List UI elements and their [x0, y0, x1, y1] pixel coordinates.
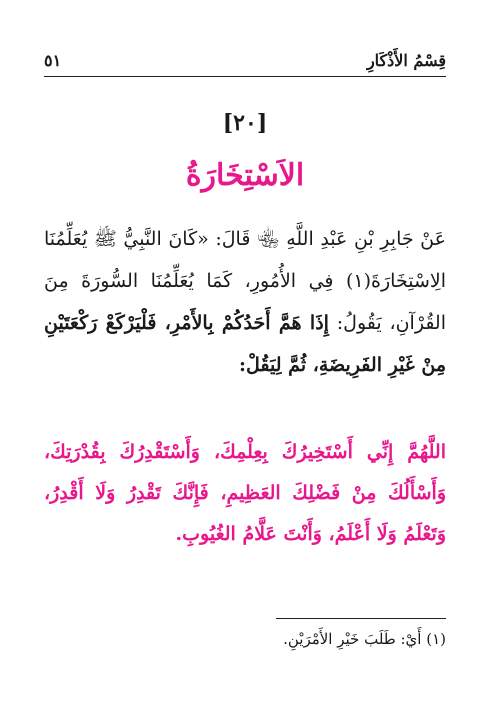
- page-number: ٥١: [44, 50, 62, 70]
- hadith-paragraph: [44, 218, 446, 386]
- header-divider: [44, 76, 446, 77]
- section-title: قِسْمُ الأَذْكَارِ: [366, 50, 446, 70]
- dua-text: اللَّهُمَّ إِنِّي أَسْتَخِيرُكَ بِعِلْمِكَ، وَأَسْتَقْدِرُكَ بِقُدْرَتِكَ، وَأَسْأَلُكَ مِنْ فَضْلِكَ العَظِيمِ، فَإِنَّكَ تَقْدِرُ وَلَا أَقْدِرُ، وَتَعْلَمُ وَلَا أَعْلَمُ، وَأَنْتَ عَلَّامُ الغُيُوبِ.: [44, 441, 446, 545]
- footnote-divider: [276, 618, 446, 619]
- running-header: [44, 48, 446, 72]
- footnote: (١) أَيْ: طَلَبَ خَيْرِ الأَمْرَيْنِ.: [283, 630, 446, 648]
- chapter-title: الاَسْتِخَارَةُ: [185, 158, 305, 193]
- chapter-number: [٢٠]: [222, 110, 268, 136]
- hadith-narration: عَنْ جَابِرِ بْنِ عَبْدِ اللَّهِ ﵄ قَالَ: «كَانَ النَّبِيُّ ﷺ يُعَلِّمُنَا الِاسْتِخَارَةَ(١) فِي الأُمُورِ، كَمَا يُعَلِّمُنَا السُّورَةَ مِنَ القُرْآنِ، يَقُولُ:: [44, 228, 447, 334]
- hadith-instruction: إِذَا هَمَّ أَحَدُكُمْ بِالأَمْرِ، فَلْيَرْكَعْ رَكْعَتَيْنِ مِنْ غَيْرِ الفَرِيضَةِ، ثُمَّ لِيَقُلْ:: [44, 312, 446, 376]
